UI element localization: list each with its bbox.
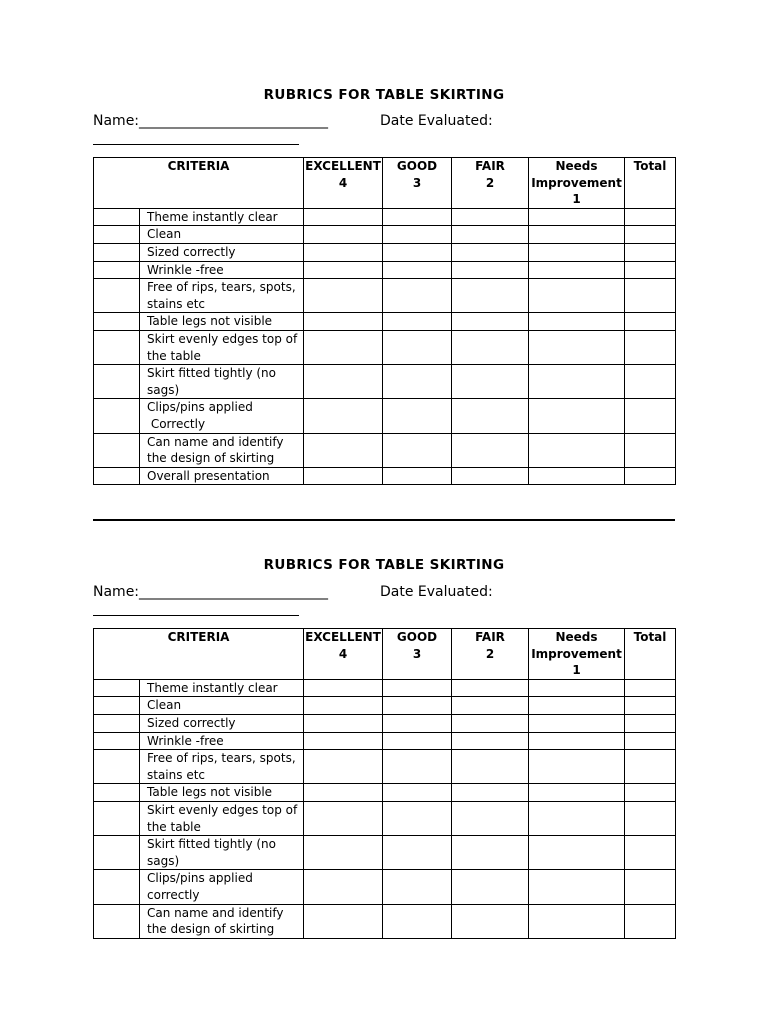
header-row xyxy=(94,629,676,680)
score-cell[interactable] xyxy=(529,870,625,904)
score-cell[interactable] xyxy=(452,208,529,226)
score-cell[interactable] xyxy=(304,208,383,226)
score-cell[interactable] xyxy=(304,467,383,485)
score-cell[interactable] xyxy=(529,208,625,226)
score-cell[interactable] xyxy=(304,679,383,697)
score-cell[interactable] xyxy=(383,697,452,715)
score-cell[interactable] xyxy=(304,714,383,732)
criterion-label: Sized correctly xyxy=(140,714,304,732)
score-cell[interactable] xyxy=(529,714,625,732)
criterion-label: Wrinkle -free xyxy=(140,732,304,750)
total-cell[interactable] xyxy=(625,330,676,364)
score-cell[interactable] xyxy=(452,226,529,244)
score-cell[interactable] xyxy=(304,836,383,870)
criterion-label: Clean xyxy=(140,697,304,715)
criteria-header: CRITERIA xyxy=(94,629,304,680)
total-cell[interactable] xyxy=(625,836,676,870)
score-cell[interactable] xyxy=(529,467,625,485)
fair-header: FAIR 2 xyxy=(452,158,529,209)
score-cell[interactable] xyxy=(383,208,452,226)
name-field-2[interactable]: Name:___________________________ xyxy=(93,584,329,600)
score-cell[interactable] xyxy=(383,330,452,364)
table-row xyxy=(94,750,676,784)
score-cell[interactable] xyxy=(304,433,383,467)
needs-improvement-header: Needs Improvement 1 xyxy=(529,629,625,680)
criterion-label: Skirt fitted tightly (no sags) xyxy=(140,836,304,870)
score-cell[interactable] xyxy=(383,313,452,331)
rubric-table-1 xyxy=(93,157,676,485)
total-cell[interactable] xyxy=(625,279,676,313)
score-cell[interactable] xyxy=(529,697,625,715)
score-cell[interactable] xyxy=(452,467,529,485)
criterion-label: Free of rips, tears, spots, stains etc xyxy=(140,750,304,784)
score-cell[interactable] xyxy=(383,365,452,399)
table-row xyxy=(94,679,676,697)
score-cell[interactable] xyxy=(383,801,452,835)
criterion-label: Free of rips, tears, spots, stains etc xyxy=(140,279,304,313)
table-row xyxy=(94,399,676,433)
score-cell[interactable] xyxy=(529,365,625,399)
rubric-title-1: RUBRICS FOR TABLE SKIRTING xyxy=(263,87,505,103)
score-cell[interactable] xyxy=(304,261,383,279)
table-row xyxy=(94,261,676,279)
table-row xyxy=(94,801,676,835)
criterion-label: Theme instantly clear xyxy=(140,208,304,226)
score-cell[interactable] xyxy=(383,399,452,433)
total-cell[interactable] xyxy=(625,313,676,331)
total-cell[interactable] xyxy=(625,697,676,715)
score-cell[interactable] xyxy=(452,750,529,784)
total-cell[interactable] xyxy=(625,714,676,732)
criterion-label: Table legs not visible xyxy=(140,784,304,802)
table-row xyxy=(94,433,676,467)
score-cell[interactable] xyxy=(529,801,625,835)
criterion-label: Clips/pins applied correctly xyxy=(140,870,304,904)
criterion-label: Can name and identify the design of skirting xyxy=(140,433,304,467)
score-cell[interactable] xyxy=(452,399,529,433)
total-cell[interactable] xyxy=(625,226,676,244)
score-cell[interactable] xyxy=(383,261,452,279)
score-cell[interactable] xyxy=(529,313,625,331)
criterion-label: Wrinkle -free xyxy=(140,261,304,279)
total-cell[interactable] xyxy=(625,801,676,835)
score-cell[interactable] xyxy=(383,836,452,870)
score-cell[interactable] xyxy=(383,904,452,938)
score-cell[interactable] xyxy=(304,226,383,244)
fair-header: FAIR 2 xyxy=(452,629,529,680)
score-cell[interactable] xyxy=(383,784,452,802)
score-cell[interactable] xyxy=(383,750,452,784)
criterion-label: Clips/pins applied Correctly xyxy=(140,399,304,433)
excellent-header: EXCELLENT 4 xyxy=(304,158,383,209)
table-row xyxy=(94,870,676,904)
score-cell[interactable] xyxy=(452,732,529,750)
score-cell[interactable] xyxy=(529,433,625,467)
score-cell[interactable] xyxy=(452,697,529,715)
excellent-header: EXCELLENT 4 xyxy=(304,629,383,680)
criterion-label: Theme instantly clear xyxy=(140,679,304,697)
total-header: Total xyxy=(625,629,676,680)
score-cell[interactable] xyxy=(304,784,383,802)
total-cell[interactable] xyxy=(625,870,676,904)
score-cell[interactable] xyxy=(383,433,452,467)
total-cell[interactable] xyxy=(625,732,676,750)
table-row xyxy=(94,836,676,870)
score-cell[interactable] xyxy=(529,279,625,313)
table-row xyxy=(94,467,676,485)
score-cell[interactable] xyxy=(304,243,383,261)
score-cell[interactable] xyxy=(304,904,383,938)
score-cell[interactable] xyxy=(383,714,452,732)
score-cell[interactable] xyxy=(452,330,529,364)
table-row xyxy=(94,226,676,244)
table-row xyxy=(94,243,676,261)
score-cell[interactable] xyxy=(452,870,529,904)
score-cell[interactable] xyxy=(529,732,625,750)
total-cell[interactable] xyxy=(625,784,676,802)
score-cell[interactable] xyxy=(529,750,625,784)
score-cell[interactable] xyxy=(304,365,383,399)
score-cell[interactable] xyxy=(452,784,529,802)
score-cell[interactable] xyxy=(452,836,529,870)
score-cell[interactable] xyxy=(452,904,529,938)
table-row xyxy=(94,208,676,226)
score-cell[interactable] xyxy=(304,732,383,750)
score-cell[interactable] xyxy=(304,750,383,784)
date-evaluated-label-1: Date Evaluated: xyxy=(380,113,493,129)
rubric-title-2: RUBRICS FOR TABLE SKIRTING xyxy=(263,557,505,573)
table-row xyxy=(94,732,676,750)
score-cell[interactable] xyxy=(529,226,625,244)
table-row xyxy=(94,313,676,331)
total-cell[interactable] xyxy=(625,243,676,261)
score-cell[interactable] xyxy=(304,313,383,331)
score-cell[interactable] xyxy=(529,904,625,938)
total-cell[interactable] xyxy=(625,679,676,697)
table-row xyxy=(94,365,676,399)
score-cell[interactable] xyxy=(452,243,529,261)
score-cell[interactable] xyxy=(304,330,383,364)
total-cell[interactable] xyxy=(625,261,676,279)
total-cell[interactable] xyxy=(625,208,676,226)
score-cell[interactable] xyxy=(304,399,383,433)
total-cell[interactable] xyxy=(625,904,676,938)
score-cell[interactable] xyxy=(452,433,529,467)
date-underline-2 xyxy=(93,615,299,616)
score-cell[interactable] xyxy=(383,279,452,313)
score-cell[interactable] xyxy=(452,279,529,313)
criterion-label: Table legs not visible xyxy=(140,313,304,331)
score-cell[interactable] xyxy=(529,330,625,364)
score-cell[interactable] xyxy=(452,365,529,399)
score-cell[interactable] xyxy=(383,243,452,261)
section-divider xyxy=(93,519,675,521)
score-cell[interactable] xyxy=(383,870,452,904)
score-cell[interactable] xyxy=(529,399,625,433)
table-row xyxy=(94,784,676,802)
good-header: GOOD 3 xyxy=(383,158,452,209)
criterion-label: Overall presentation xyxy=(140,467,304,485)
score-cell[interactable] xyxy=(304,279,383,313)
needs-improvement-header: Needs Improvement 1 xyxy=(529,158,625,209)
table-row xyxy=(94,279,676,313)
header-row xyxy=(94,158,676,209)
score-cell[interactable] xyxy=(529,784,625,802)
date-underline-1 xyxy=(93,144,299,145)
criterion-label: Skirt fitted tightly (no sags) xyxy=(140,365,304,399)
criterion-label: Skirt evenly edges top of the table xyxy=(140,801,304,835)
total-cell[interactable] xyxy=(625,467,676,485)
score-cell[interactable] xyxy=(383,467,452,485)
criterion-label: Can name and identify the design of skirting xyxy=(140,904,304,938)
score-cell[interactable] xyxy=(383,226,452,244)
total-cell[interactable] xyxy=(625,750,676,784)
table-row xyxy=(94,904,676,938)
score-cell[interactable] xyxy=(529,261,625,279)
score-cell[interactable] xyxy=(304,697,383,715)
score-cell[interactable] xyxy=(304,801,383,835)
criterion-label: Sized correctly xyxy=(140,243,304,261)
score-cell[interactable] xyxy=(452,801,529,835)
criterion-label: Skirt evenly edges top of the table xyxy=(140,330,304,364)
score-cell[interactable] xyxy=(452,679,529,697)
score-cell[interactable] xyxy=(452,714,529,732)
total-cell[interactable] xyxy=(625,365,676,399)
score-cell[interactable] xyxy=(452,261,529,279)
criteria-header: CRITERIA xyxy=(94,158,304,209)
score-cell[interactable] xyxy=(304,870,383,904)
rubric-table-2 xyxy=(93,628,676,939)
score-cell[interactable] xyxy=(383,732,452,750)
score-cell[interactable] xyxy=(383,679,452,697)
good-header: GOOD 3 xyxy=(383,629,452,680)
name-field-1[interactable]: Name:___________________________ xyxy=(93,113,329,129)
score-cell[interactable] xyxy=(529,679,625,697)
date-evaluated-label-2: Date Evaluated: xyxy=(380,584,493,600)
score-cell[interactable] xyxy=(529,836,625,870)
table-row xyxy=(94,714,676,732)
score-cell[interactable] xyxy=(529,243,625,261)
score-cell[interactable] xyxy=(452,313,529,331)
total-cell[interactable] xyxy=(625,399,676,433)
total-header: Total xyxy=(625,158,676,209)
criterion-label: Clean xyxy=(140,226,304,244)
total-cell[interactable] xyxy=(625,433,676,467)
table-row xyxy=(94,697,676,715)
table-row xyxy=(94,330,676,364)
